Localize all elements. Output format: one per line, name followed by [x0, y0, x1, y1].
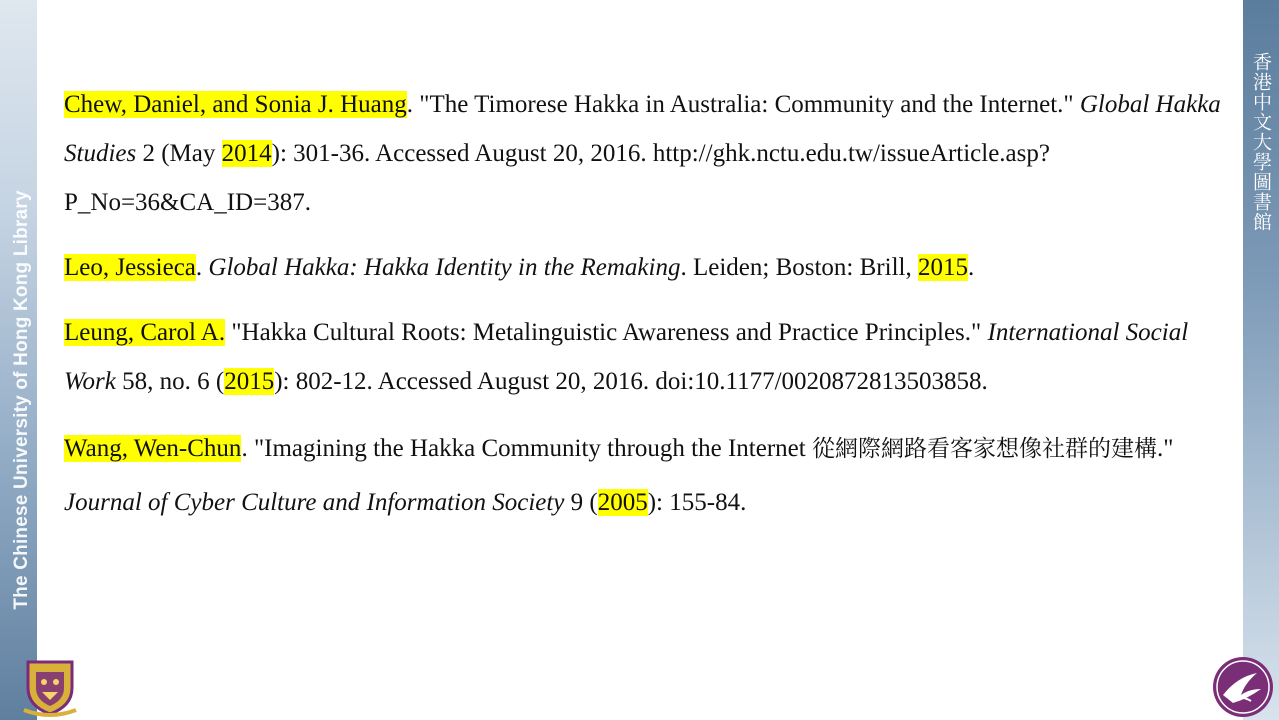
- reference-entry: [64, 80, 1224, 227]
- left-sidebar-text: The Chinese University of Hong Kong Library: [11, 190, 32, 610]
- reference-cjk-title: 從網際網路看客家想像社群的建構: [811, 436, 1157, 462]
- reference-author: Leo, Jessieca: [64, 254, 196, 281]
- reference-year: 2015: [224, 368, 275, 395]
- reference-text: 58, no. 6 (: [115, 368, 225, 395]
- reference-text: . Leiden; Boston: Brill,: [680, 254, 918, 281]
- reference-journal: Journal of Cyber Culture and Information Society: [64, 489, 565, 516]
- reference-text: . "Imagining the Hakka Community through the Internet: [241, 435, 812, 462]
- reference-year: 2015: [917, 254, 968, 281]
- right-sidebar-text: 香港中文大學圖書館: [1250, 52, 1272, 232]
- reference-journal: Global Hakka Studies: [64, 91, 1221, 167]
- reference-author: Wang, Wen-Chun: [64, 435, 242, 462]
- reference-book-title: Global Hakka: Hakka Identity in the Remaking: [208, 254, 681, 281]
- bibliography: [64, 80, 1224, 530]
- library-bird-icon: [1211, 655, 1275, 719]
- reference-year: 2014: [221, 140, 272, 167]
- reference-year: 2005: [597, 489, 648, 516]
- reference-text: 9 (: [564, 489, 598, 516]
- reference-text: .: [967, 254, 975, 281]
- cuhk-crest-icon: [22, 658, 78, 718]
- reference-author: Leung, Carol A.: [64, 319, 226, 346]
- reference-text: ): 301-36. Accessed August 20, 2016. http://ghk.nctu.edu.tw/issueArticle.asp?P_No=36&CA_ID=387.: [64, 140, 1050, 216]
- reference-author: Chew, Daniel, and Sonia J. Huang: [64, 91, 407, 118]
- reference-text: 2 (May: [136, 140, 222, 167]
- reference-text: "Hakka Cultural Roots: Metalinguistic Awareness and Practice Principles.": [225, 319, 988, 346]
- reference-entry: [64, 308, 1224, 406]
- reference-text: .: [195, 254, 209, 281]
- reference-entry: [64, 422, 1224, 530]
- reference-text: .": [1156, 435, 1174, 462]
- reference-journal: International Social Work: [64, 319, 1189, 395]
- reference-entry: [64, 243, 1224, 292]
- reference-text: . "The Timorese Hakka in Australia: Community and the Internet.": [406, 91, 1080, 118]
- reference-text: ): 802-12. Accessed August 20, 2016. doi:10.1177/0020872813503858.: [274, 368, 988, 395]
- reference-text: ): 155-84.: [647, 489, 747, 516]
